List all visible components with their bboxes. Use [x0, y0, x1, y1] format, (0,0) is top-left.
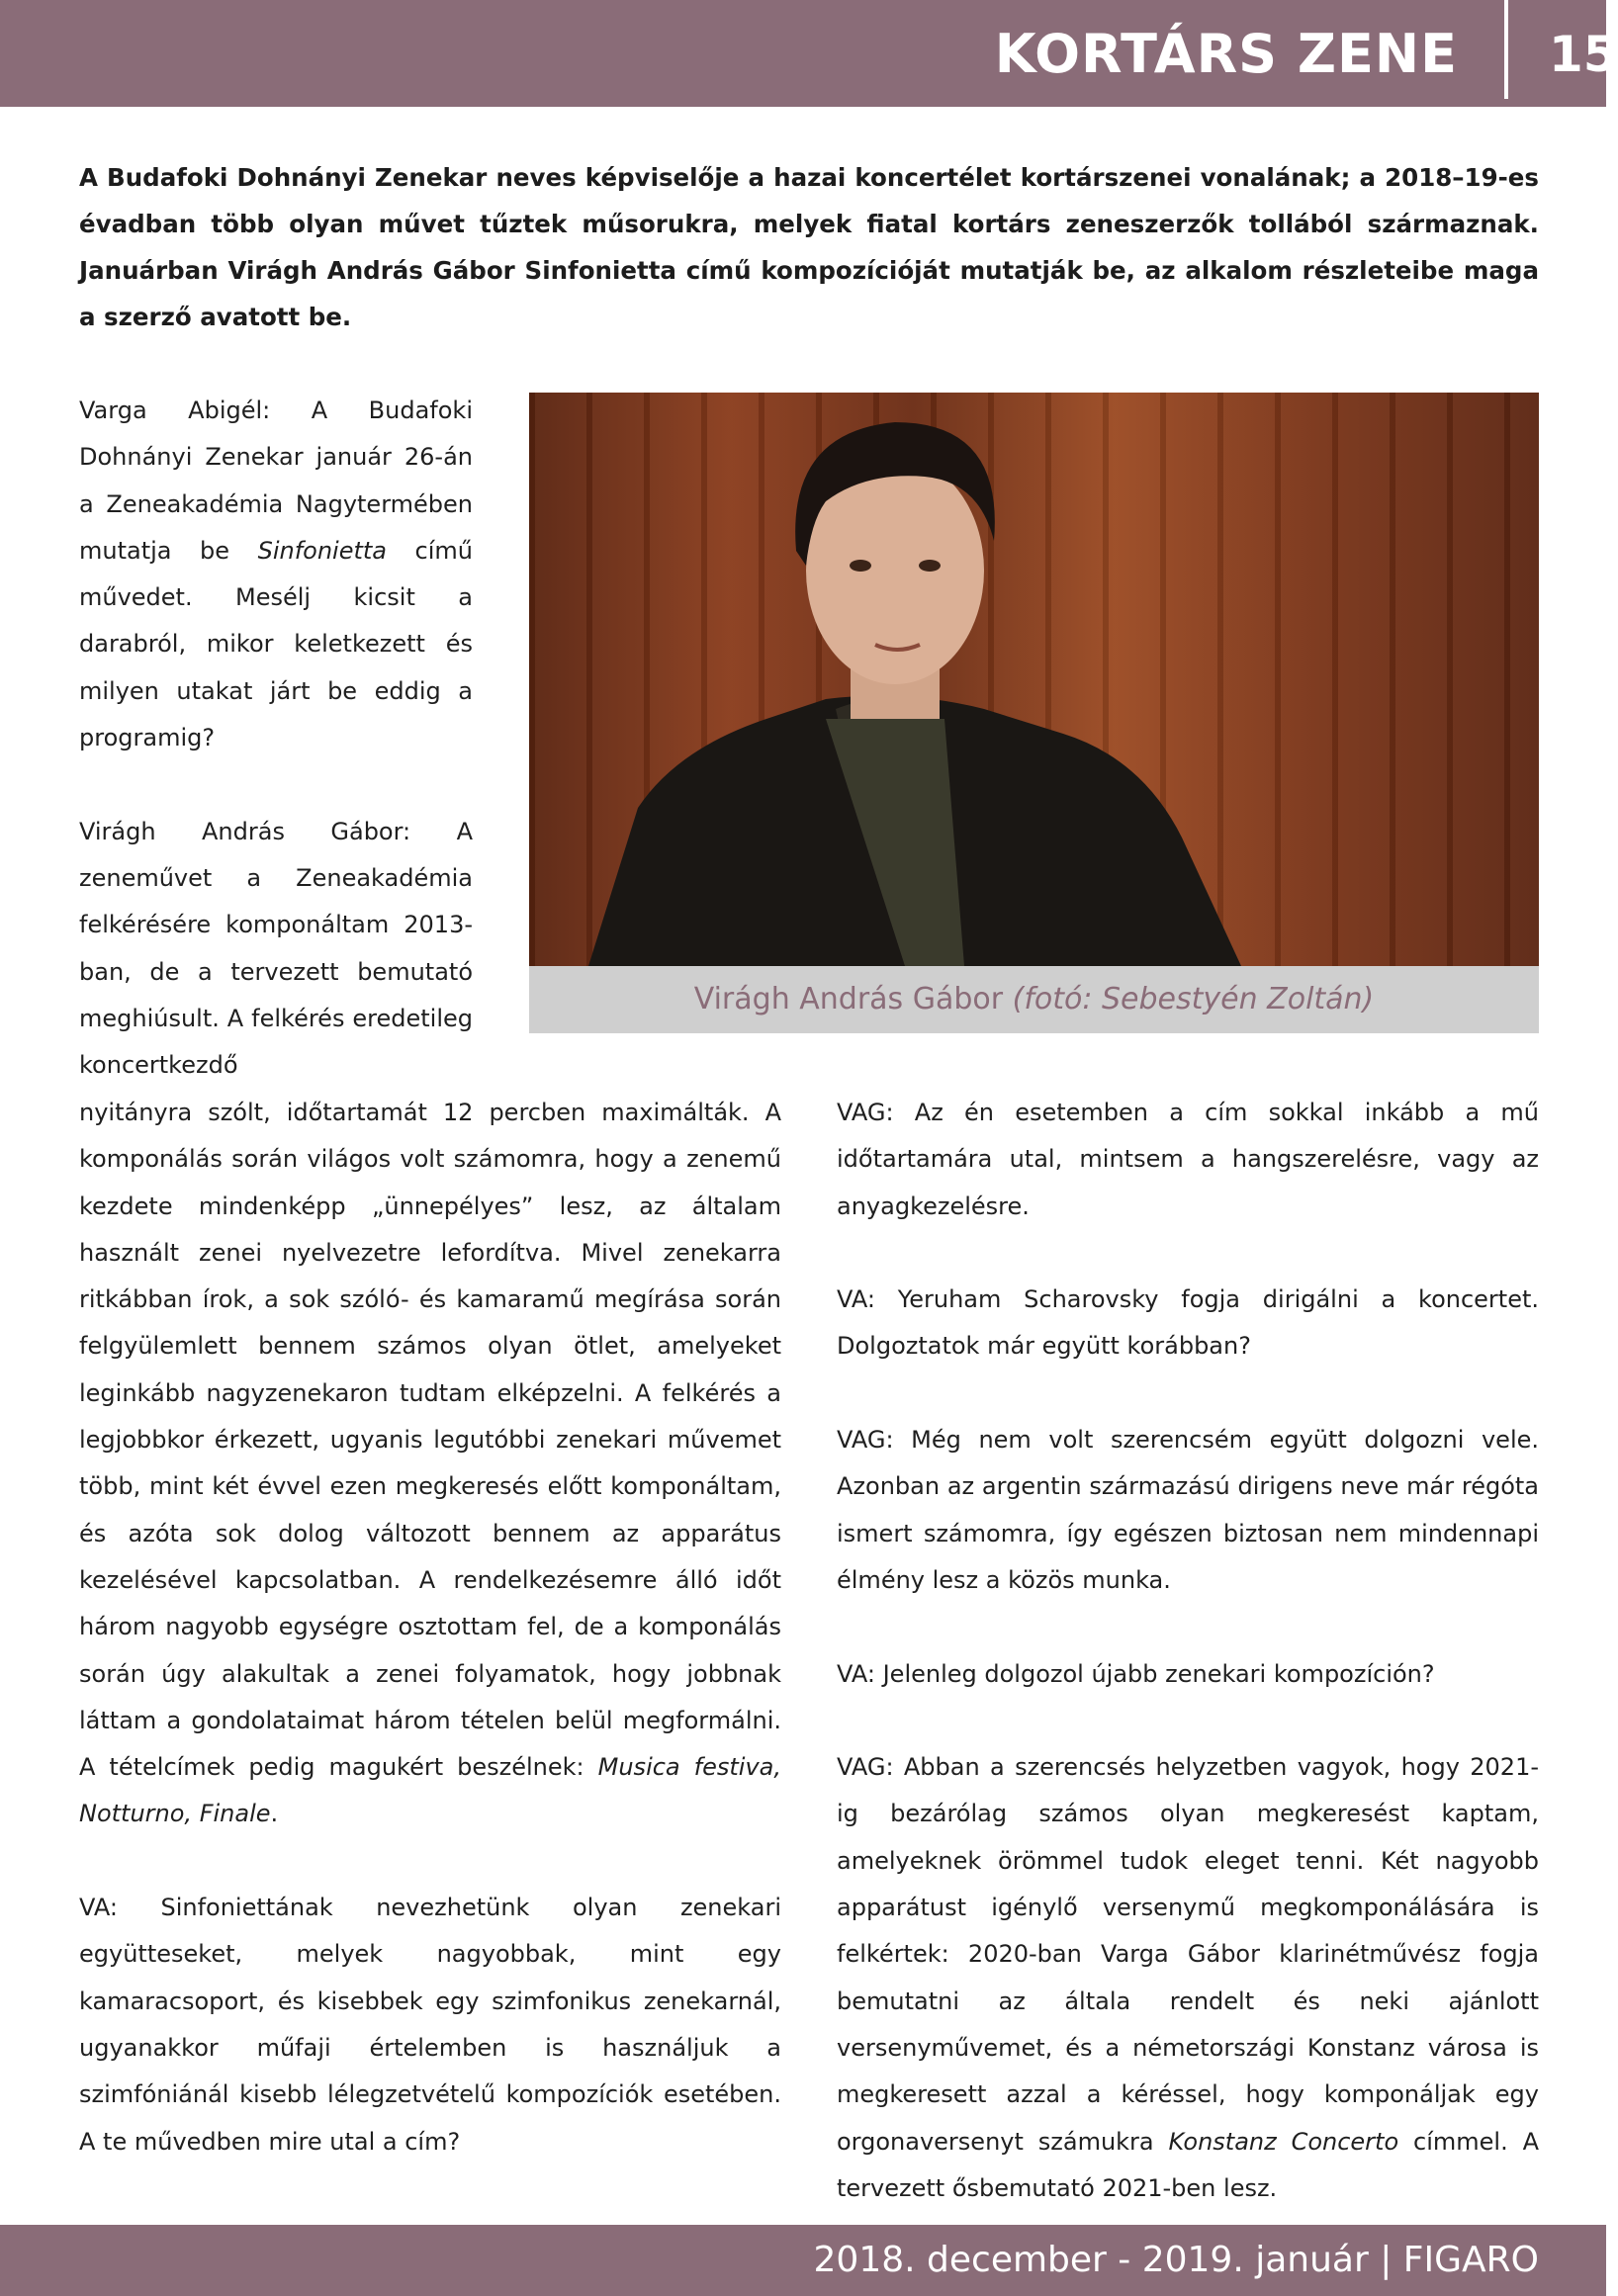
work-title-konstanz-concerto: Konstanz Concerto — [1168, 2127, 1399, 2156]
question-4: VA: Jelenleg dolgozol újabb zenekari kompozíción? — [837, 1659, 1435, 1688]
answer-1-start: Virágh András Gábor: A zeneművet a Zeneakadémia felkérésére komponáltam 2013-ban, de a tervezett bemutató meghiúsult. A felkérés eredetileg koncertkezdő — [79, 817, 473, 1080]
answer-1-text: nyitányra szólt, időtartamát 12 percben maximálták. A komponálás során világos volt számomra, hogy a zenemű kezdete mindenképp „ünnepélyes” lesz, az általam használt zenei nyelvezetre lefordítva. Mivel zenekarra ritkábban írok, a sok szóló- és kamaramű megírása során felgyülemlett bennem számos olyan ötlet, amelyeket leginkább nagyzenekaron tudtam elképzelni. A felkérés a legjobbkor érkezett, ugyanis legutóbbi zenekari művemet több, mint két évvel ezen megkeresés előtt komponáltam, és azóta sok dolog változott bennem az apparátus kezelésével kapcsolatban. A rendelkezésemre álló időt három nagyobb egységre osztottam fel, de a komponálás során úgy alakultak a zenei folyamatok, hogy jobbnak láttam a gondolataimat három tételen belül megformálni. A tételcímek pedig magukért beszélnek: — [79, 1099, 781, 1782]
portrait-photo — [529, 393, 1539, 966]
right-column — [837, 1090, 1539, 2212]
answer-1-end: . — [270, 1800, 279, 1828]
left-column — [79, 1090, 781, 2165]
page-number: 15 — [1549, 26, 1618, 83]
lead-paragraph: A Budafoki Dohnányi Zenekar neves képviselője a hazai koncertélet kortárszenei vonalának; a 2018–19-es évadban több olyan művet tűztek műsorukra, melyek fiatal kortárs zeneszerzők tollából származnak. Januárban Virágh András Gábor Sinfonietta című kompozícióját mutatják be, az alkalom részleteibe maga a szerző avatott be. — [79, 163, 1539, 331]
answer-2: VAG: Az én esetemben a cím sokkal inkább a mű időtartamára utal, mintsem a hangszerelésre, vagy az anyagkezelésre. — [837, 1099, 1539, 1220]
page-footer — [0, 2225, 1606, 2296]
question-3: VA: Yeruham Scharovsky fogja dirigálni a koncertet. Dolgoztatok már együtt korábban? — [837, 1285, 1539, 1361]
page-header — [0, 0, 1618, 107]
movement-titles: Musica festiva, Notturno, Finale — [79, 1753, 781, 1828]
caption-name: Virágh András Gábor — [693, 982, 1004, 1016]
work-title-sinfonietta: Sinfonietta — [257, 536, 387, 565]
answer-3: VAG: Még nem volt szerencsém együtt dolgozni vele. Azonban az argentin származású dirigens neve már régóta ismert számomra, így egészen biztosan nem mindennapi élmény lesz a közös munka. — [837, 1426, 1539, 1594]
photo-caption — [529, 966, 1539, 1033]
answer-4 — [837, 1744, 1539, 2212]
narrow-column — [79, 388, 473, 1089]
question-1-text: Varga Abigél: A Budafoki Dohnányi Zenekar január 26-án a Zeneakadémia Nagytermében mutatja be — [79, 397, 473, 565]
question-2: VA: Sinfoniettának nevezhetünk olyan zenekari együtteseket, melyek nagyobbak, mint egy kamaracsoport, és kisebbek egy szimfonikus zenekarnál, ugyanakkor műfaji értelemben is használjuk a szimfóniánál kisebb lélegzetvételű kompozíciók esetében. A te művedben mire utal a cím? — [79, 1894, 781, 2156]
photo-caption-bar — [529, 966, 1539, 1033]
portrait-figure — [529, 393, 1539, 966]
question-1-text-end: című művedet. Mesélj kicsit a darabról, mikor keletkezett és milyen utakat járt be eddig a programig? — [79, 536, 473, 752]
answer-4-end: címmel. A tervezett ősbemutató 2021-ben lesz. — [837, 2127, 1539, 2202]
answer-4-text: VAG: Abban a szerencsés helyzetben vagyok, hogy 2021-ig bezárólag számos olyan megkeresést kaptam, amelyeknek örömmel tudok eleget tenni. Két nagyobb apparátust igénylő versenymű megkomponálására is felkértek: 2020-ban Varga Gábor klarinétművész fogja bemutatni az általa rendelt és neki ajánlott versenyművemet, és a németországi Konstanz városa is megkeresett azzal a kéréssel, hogy komponáljak egy orgonaversenyt számukra — [837, 1753, 1539, 2156]
question-1 — [79, 388, 473, 761]
answer-1-continued — [79, 1090, 781, 1838]
header-divider — [1504, 0, 1508, 99]
caption-credit: (fotó: Sebestyén Zoltán) — [1012, 982, 1375, 1016]
issue-info: 2018. december - 2019. január | FIGARO — [813, 2240, 1539, 2280]
section-title: KORTÁRS ZENE — [994, 23, 1458, 85]
